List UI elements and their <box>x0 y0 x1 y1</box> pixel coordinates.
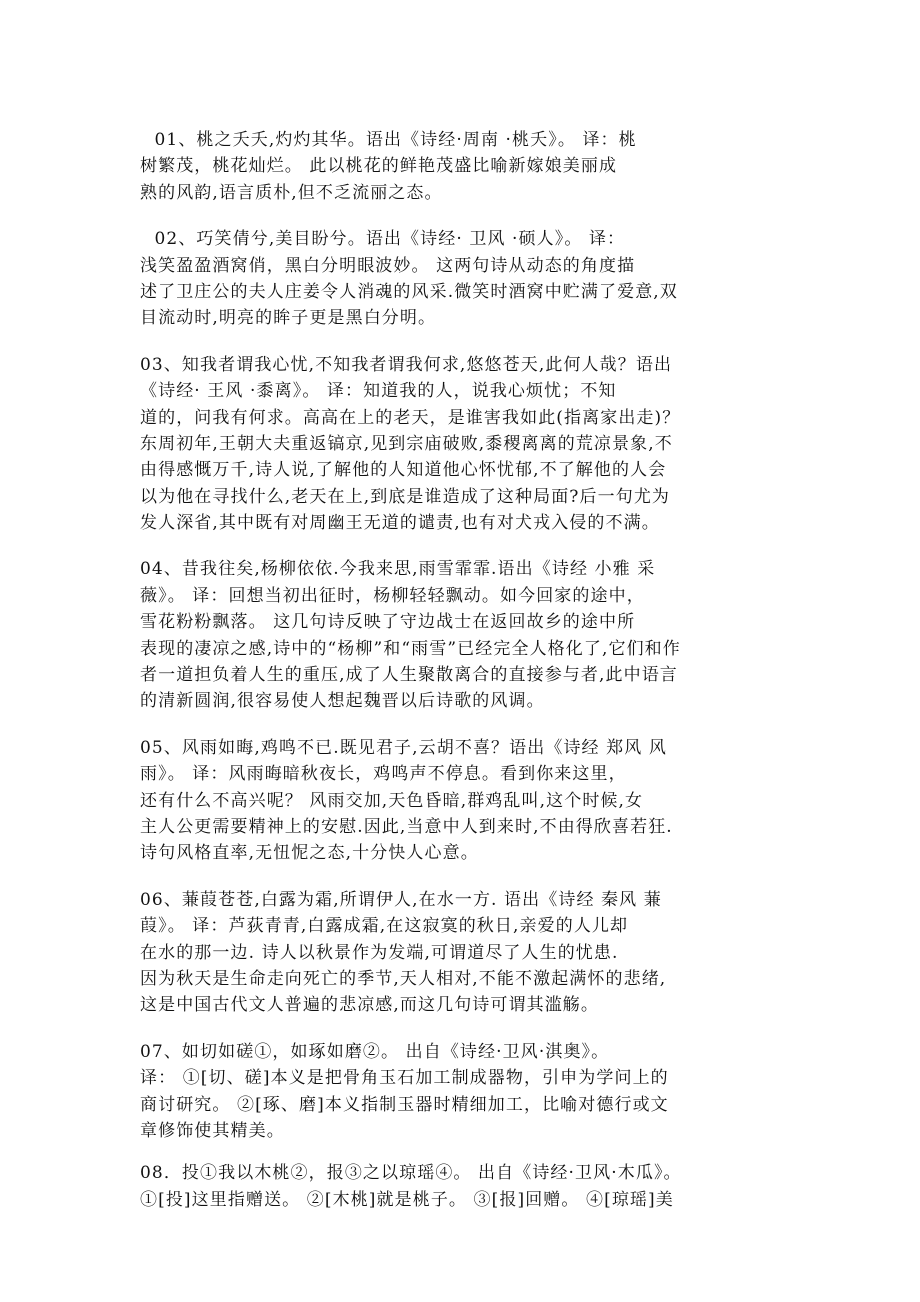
entry-01-line-1: 01、桃之夭夭,灼灼其华。语出《诗经·周南 ·桃夭》。 译：桃 <box>148 130 637 150</box>
entry-03-line-7: 发人深省,其中既有对周幽王无道的谴责,也有对犬戎入侵的不满。 <box>140 513 660 534</box>
entry-02-line-1: 02、巧笑倩兮,美目盼兮。语出《诗经· 卫风 ·硕人》。 译： <box>148 229 626 250</box>
entry-04-line-6: 的清新圆润,很容易使人想起魏晋以后诗歌的风调。 <box>140 691 545 712</box>
entry-07-line-2: 译： ①[切、磋]本义是把骨角玉石加工制成器物，引申为学问上的 <box>140 1068 669 1089</box>
entry-01 <box>140 127 800 206</box>
entry-04 <box>140 556 800 714</box>
entry-07-line-3: 商讨研究。 ②[琢、磨]本义指制玉器时精细加工，比喻对德行或文 <box>140 1094 669 1115</box>
entry-08 <box>140 1160 800 1213</box>
entry-01-line-2: 树繁茂，桃花灿烂。 此以桃花的鲜艳茂盛比喻新嫁娘美丽成 <box>140 156 618 177</box>
entry-08-line-2: ①[投]这里指赠送。 ②[木桃]就是桃子。 ③[报]回赠。 ④[琼瑶]美 <box>140 1189 674 1210</box>
entry-07-line-4: 章修饰使其精美。 <box>140 1120 285 1141</box>
entry-05-line-3: 还有什么不高兴呢？ 风雨交加,天色昏暗,群鸡乱叫,这个时候,女 <box>140 790 644 811</box>
entry-06-line-3: 在水的那一边. 诗人以秋景作为发端,可谓道尽了人生的忧患. <box>140 942 619 963</box>
entry-03-line-2: 《诗经· 王风 ·黍离》。 译：知道我的人，说我心烦忧；不知 <box>140 381 617 402</box>
entry-05-line-4: 主人公更需要精神上的安慰.因此,当意中人到来时,不由得欣喜若狂. <box>140 816 673 837</box>
entry-03-line-4: 东周初年,王朝大夫重返镐京,见到宗庙破败,黍稷离离的荒凉景象,不 <box>140 433 673 454</box>
entry-03-line-1: 03、知我者谓我心忧,不知我者谓我何求,悠悠苍天,此何人哉？语出 <box>140 354 673 375</box>
entry-07-line-1: 07、如切如磋①，如琢如磨②。 出自《诗经·卫风·淇奥》。 <box>140 1041 610 1062</box>
entry-06-line-1: 06、蒹葭苍苍,白露为霜,所谓伊人,在水一方. 语出《诗经 秦风 蒹 <box>140 889 662 910</box>
entry-02-line-2: 浅笑盈盈酒窝俏，黑白分明眼波妙。 这两句诗从动态的角度描 <box>140 255 636 276</box>
entry-02 <box>140 226 800 332</box>
entry-06-line-5: 这是中国古代文人普遍的悲凉感,而这几句诗可谓其滥觞。 <box>140 995 600 1016</box>
entry-06 <box>140 887 800 1019</box>
document-page <box>140 127 800 1233</box>
entry-03-line-6: 以为他在寻找什么,老天在上,到底是谁造成了这种局面?后一句尤为 <box>140 486 671 507</box>
entry-06-line-4: 因为秋天是生命走向死亡的季节,天人相对,不能不激起满怀的悲绪, <box>140 968 667 989</box>
entry-04-line-2: 薇》。 译：回想当初出征时，杨柳轻轻飘动。如今回家的途中， <box>140 585 645 606</box>
entry-05-line-1: 05、风雨如晦,鸡鸣不已.既见君子,云胡不喜？语出《诗经 郑风 风 <box>140 737 667 758</box>
entry-04-line-4: 表现的凄凉之感,诗中的“杨柳”和“雨雪”已经完全人格化了,它们和作 <box>140 638 681 659</box>
entry-03-line-3: 道的，问我有何求。高高在上的老天，是谁害我如此(指离家出走)？ <box>140 407 681 428</box>
entry-04-line-5: 者一道担负着人生的重压,成了人生聚散离合的直接参与者,此中语言 <box>140 665 678 686</box>
entry-06-line-2: 葭》。 译：芦荻青青,白露成霜,在这寂寞的秋日,亲爱的人儿却 <box>140 916 629 937</box>
entry-03 <box>140 352 800 537</box>
entry-05-line-2: 雨》。 译：风雨晦暗秋夜长，鸡鸣声不停息。看到你来这里， <box>140 764 627 785</box>
entry-01-line-3: 熟的风韵,语言质朴,但不乏流丽之态。 <box>140 182 443 203</box>
entry-07 <box>140 1039 800 1145</box>
entry-03-line-5: 由得感慨万千,诗人说,了解他的人知道他心怀忧郁,不了解他的人会 <box>140 460 667 481</box>
entry-02-line-4: 目流动时,明亮的眸子更是黑白分明。 <box>140 308 437 329</box>
entry-02-line-3: 述了卫庄公的夫人庄姜令人消魂的风采.微笑时酒窝中贮满了爱意,双 <box>140 281 678 302</box>
entry-04-line-3: 雪花粉粉飘落。 这几句诗反映了守边战士在返回故乡的途中所 <box>140 612 636 633</box>
entry-05 <box>140 735 800 867</box>
entry-08-line-1: 08．投①我以木桃②，报③之以琼瑶④。 出自《诗经·卫风·木瓜》。 <box>140 1163 682 1184</box>
entry-05-line-5: 诗句风格直率,无忸怩之态,十分快人心意。 <box>140 843 479 864</box>
entry-04-line-1: 04、昔我往矣,杨柳依依.今我来思,雨雪霏霏.语出《诗经 小雅 采 <box>140 559 656 580</box>
